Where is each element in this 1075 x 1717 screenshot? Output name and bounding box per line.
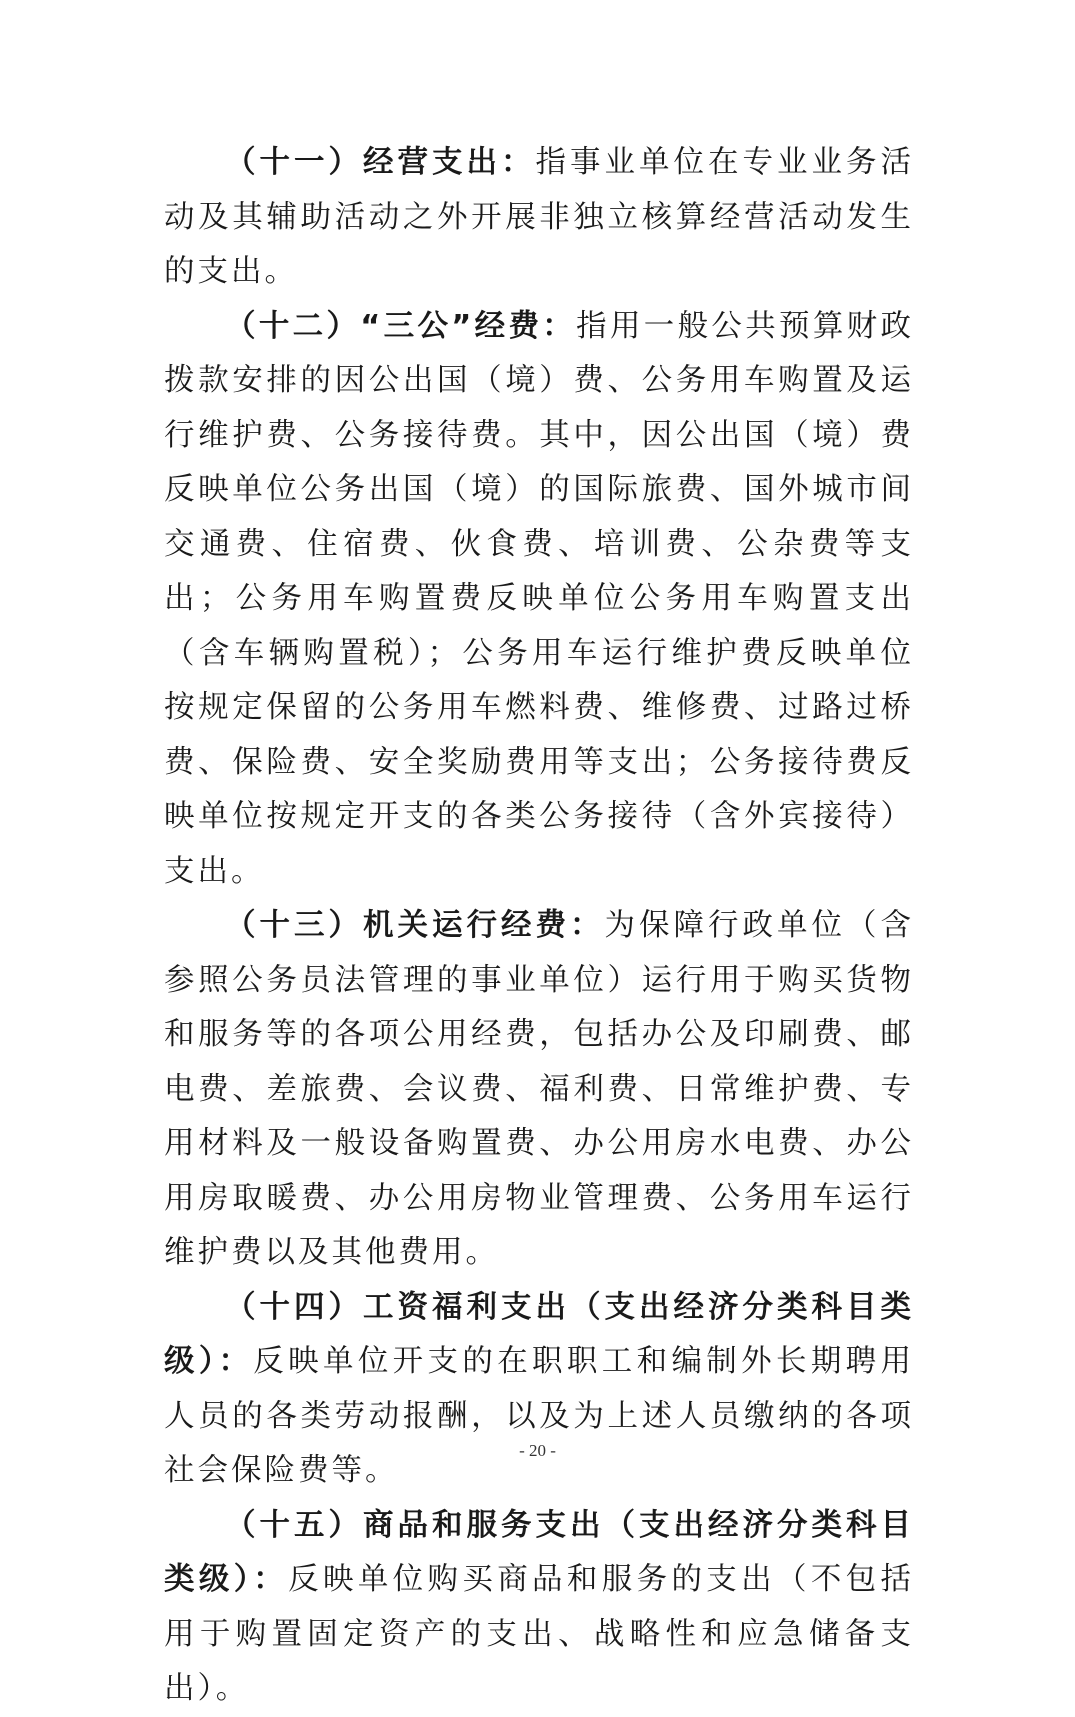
section-agency-operating-funds — [164, 899, 914, 1281]
section-text: 指事业单位在专业业务活动及其辅助活动之外开展非独立核算经营活动发生的支出。 — [164, 145, 914, 289]
section-heading: （十五）商品和服务支出（支出经济分类科目类级）： — [164, 1507, 914, 1597]
section-text: 反映单位购买商品和服务的支出（不包括用于购置固定资产的支出、战略性和应急储备支出）。 — [164, 1562, 915, 1706]
document-body — [164, 136, 914, 1717]
section-text: 为保障行政单位（含参照公务员法管理的事业单位）运行用于购买货物和服务等的各项公用经费，包括办公及印刷费、邮电费、差旅费、会议费、福利费、日常维护费、专用材料及一般设备购置费、办公用房水电费、办公用房取暖费、办公用房物业管理费、公务用车运行维护费以及其他费用。 — [164, 908, 914, 1270]
section-operating-expenditure — [164, 136, 914, 300]
section-text: 反映单位开支的在职职工和编制外长期聘用人员的各类劳动报酬，以及为上述人员缴纳的各项社会保险费等。 — [164, 1344, 915, 1488]
section-heading: （十四）工资福利支出（支出经济分类科目类级）： — [164, 1289, 914, 1379]
section-heading: （十二）“三公”经费： — [225, 308, 577, 344]
section-heading: （十一）经营支出： — [225, 145, 536, 180]
page-number: - 20 - — [519, 1441, 556, 1460]
section-goods-services — [164, 1499, 914, 1717]
section-text: 指用一般公共预算财政拨款安排的因公出国（境）费、公务用车购置及运行维护费、公务接待费。其中，因公出国（境）费反映单位公务出国（境）的国际旅费、国外城市间交通费、住宿费、伙食费、培训费、公杂费等支出；公务用车购置费反映单位公务用车购置支出（含车辆购置税）；公务用车运行维护费反映单位按规定保留的公务用车燃料费、维修费、过路过桥费、保险费、安全奖励费用等支出；公务接待费反映单位按规定开支的各类公务接待（含外宾接待）支出。 — [164, 308, 915, 889]
section-heading: （十三）机关运行经费： — [225, 908, 605, 943]
section-wages-welfare — [164, 1281, 914, 1499]
section-three-public-expenses — [164, 300, 914, 900]
